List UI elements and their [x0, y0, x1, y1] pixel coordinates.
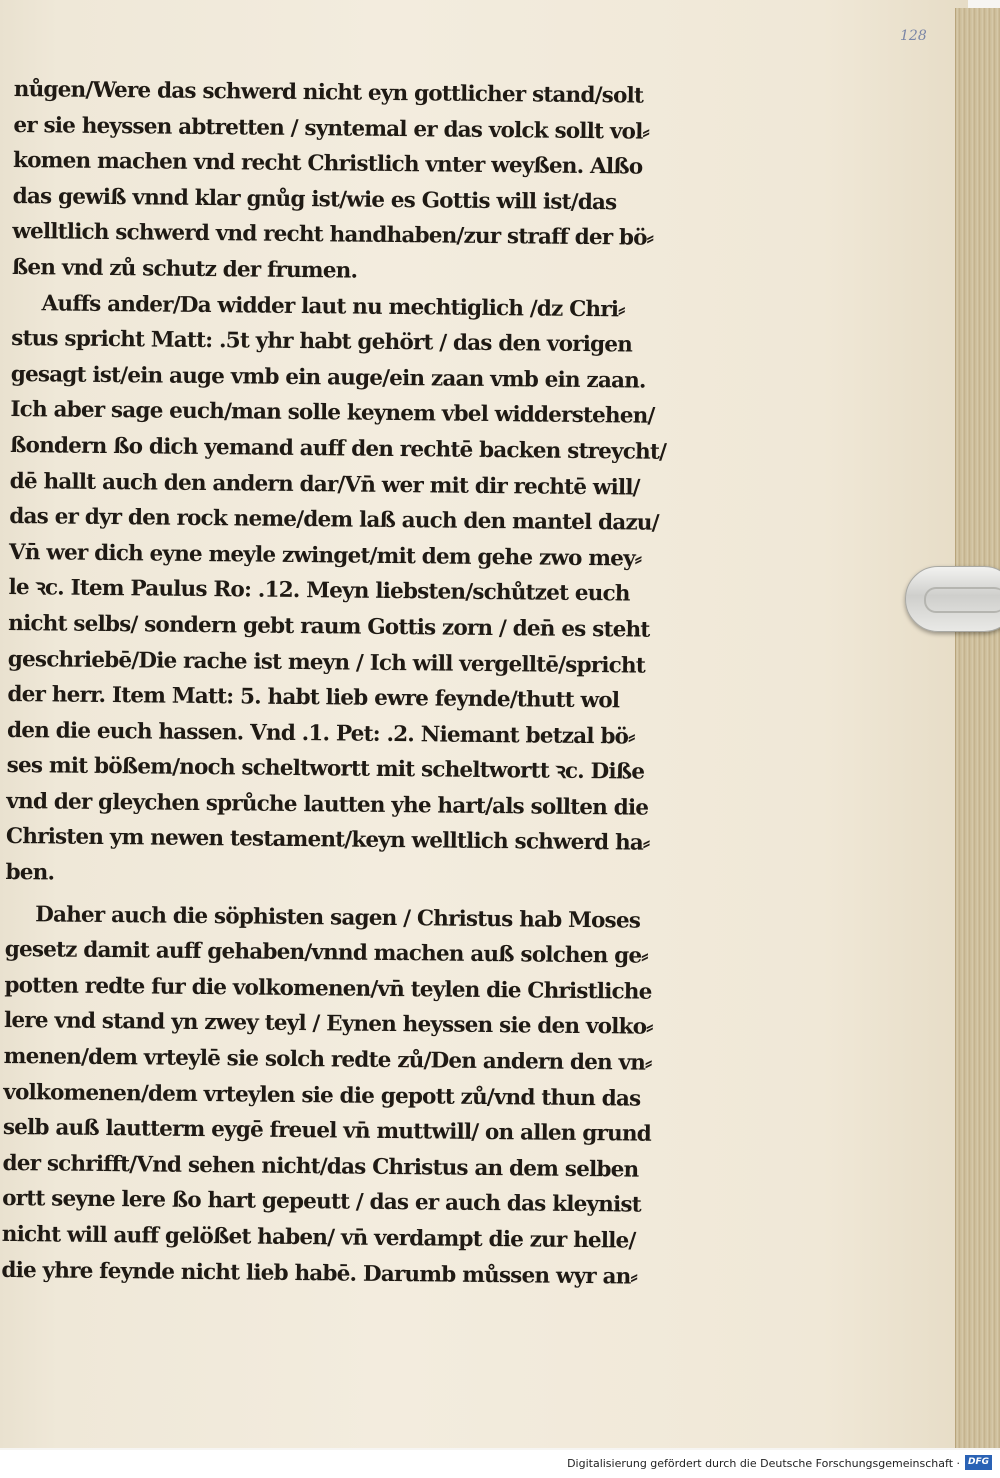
text-line: selb auß lautterm eygē freuel vn̄ muttwill/ on allen grund — [2, 1115, 652, 1147]
text-line: welltlich schwerd vnd recht handhaben/zur straff der bö⸗ — [12, 219, 654, 252]
folio-number: 128 — [900, 28, 927, 44]
text-line: le ꝛc. Item Paulus Ro: .12. Meyn liebsten/schůtzet euch — [8, 575, 630, 607]
text-line: lere vnd stand yn zwey teyl / Eynen heyssen sie den volko⸗ — [3, 1008, 653, 1041]
text-line: komen machen vnd recht Christlich vnter weyßen. Alßo — [12, 148, 643, 180]
page-edges — [955, 8, 1000, 1448]
text-line: ßen vnd zů schutz der frumen. — [11, 254, 358, 284]
text-line: menen/dem vrteylē sie solch redte zů/Den andern den vn⸗ — [3, 1043, 652, 1076]
text-line: ortt seyne lere ßo hart gepeutt / das er auch das kleynist — [2, 1186, 641, 1219]
text-line: vnd der gleychen sprůche lautten yhe hart/als sollten die — [6, 788, 649, 821]
text-line: volkomenen/dem vrteylen sie die gepott zů/vnd thun das — [3, 1079, 641, 1112]
text-line: potten redte fur die volkomenen/vn̄ teylen die Christliche — [4, 972, 652, 1005]
text-line: Christen ym newen testament/keyn welltlich schwerd ha⸗ — [5, 824, 650, 857]
text-line: der schrifft/Vnd sehen nicht/das Christus an dem selben — [2, 1150, 639, 1183]
text-line: geschriebē/Die rache ist meyn / Ich will vergelltē/spricht — [7, 646, 646, 679]
page-body-text — [1, 72, 704, 1295]
text-line: Daher auch die söphisten sagen / Christus hab Moses — [35, 901, 641, 934]
paper-clip — [905, 566, 1000, 632]
text-line: den die euch hassen. Vnd .1. Pet: .2. Niemant betzal bö⸗ — [6, 717, 635, 750]
footer-bar — [0, 1450, 1000, 1478]
text-line: gesagt ist/ein auge vmb ein auge/ein zaan vmb ein zaan. — [10, 361, 646, 394]
text-line: stus spricht Matt: .5t yhr habt gehört / das den vorigen — [11, 326, 633, 358]
text-line: nicht selbs/ sondern gebt raum Gottis zorn / den̄ es steht — [8, 610, 650, 643]
text-line: das gewiß vnnd klar gnůg ist/wie es Gottis will ist/das — [12, 183, 617, 216]
text-line: ßondern ßo dich yemand auff den rechtē backen streycht/ — [9, 432, 667, 465]
text-line: nicht will auff gelößet haben/ vn̄ verdampt die zur helle/ — [1, 1221, 636, 1254]
text-line: Vn̄ wer dich eyne meyle zwinget/mit dem gehe zwo mey⸗ — [8, 539, 642, 572]
text-line: die yhre feynde nicht lieb habē. Darumb můssen wyr an⸗ — [1, 1257, 638, 1290]
dfg-logo: DFG — [965, 1455, 992, 1470]
text-line: gesetz damit auff gehaben/vnnd machen auß solchen ge⸗ — [4, 937, 648, 969]
text-line: Ich aber sage euch/man solle keynem vbel widderstehen/ — [10, 397, 655, 430]
text-line: ben. — [5, 860, 55, 886]
text-line: der herr. Item Matt: 5. habt lieb ewre feynde/thutt wol — [7, 682, 620, 714]
text-line: Auffs ander/Da widder laut nu mechtiglich /dz Chri⸗ — [41, 290, 625, 322]
text-line: nůgen/Were das schwerd nicht eyn gottlicher stand/solt — [13, 76, 644, 109]
text-line: dē hallt auch den andern dar/Vn̄ wer mit dir rechtē will/ — [9, 468, 640, 501]
text-line: das er dyr den rock neme/dem laß auch den mantel dazu/ — [9, 504, 659, 536]
funding-credit: Digitalisierung gefördert durch die Deutsche Forschungsgemeinschaft · — [567, 1457, 960, 1470]
text-line: ses mit bößem/noch scheltwortt mit scheltwortt ꝛc. Diße — [6, 753, 645, 785]
text-line: er sie heyssen abtretten / syntemal er das volck sollt vol⸗ — [13, 112, 650, 145]
